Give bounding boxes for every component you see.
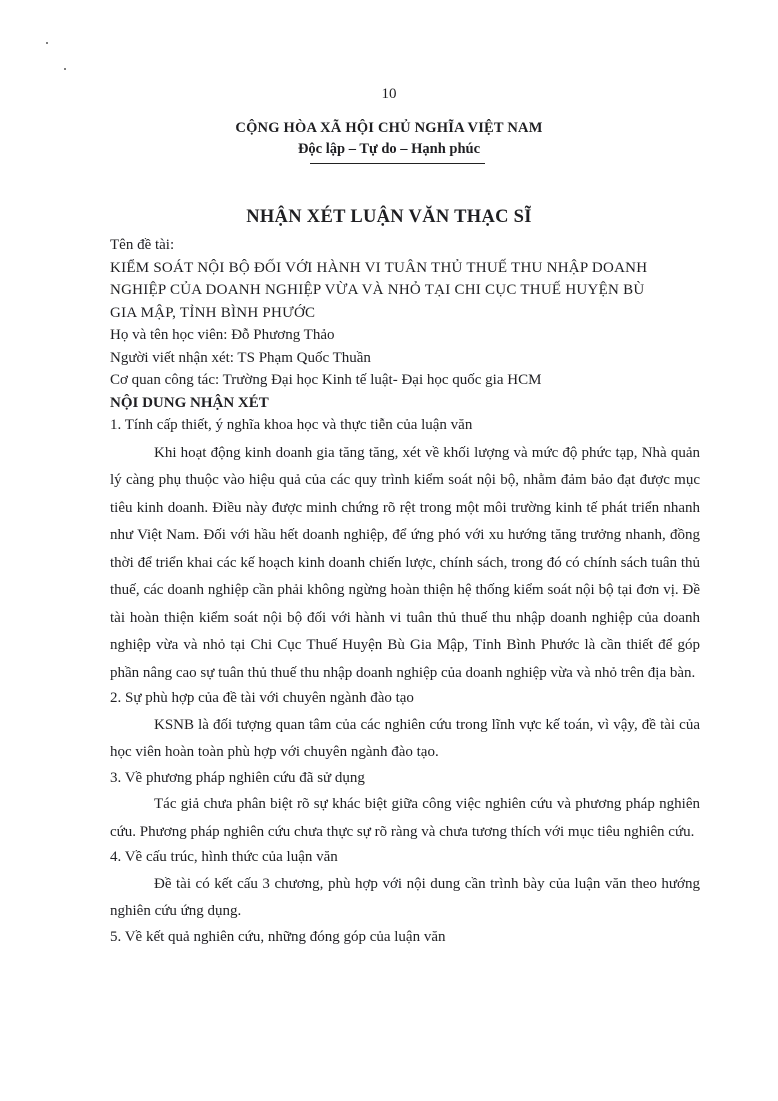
section-paragraph: Tác giả chưa phân biệt rõ sự khác biệt giữa công việc nghiên cứu và phương pháp nghiên cứu. Phương pháp nghiên cứu chưa thực sự rõ ràng và chưa tương thích với mục tiêu nghiên cứu.	[110, 796, 700, 840]
motto-underline	[310, 163, 485, 164]
content-heading: NỘI DUNG NHẬN XÉT	[110, 394, 269, 411]
section-paragraph: Khi hoạt động kinh doanh gia tăng tăng, xét về khối lượng và mức độ phức tạp, Nhà quản lý càng phụ thuộc vào hiệu quả của các quy trình kiểm soát nội bộ, nhằm đảm bảo đạt được mục tiêu kinh doanh. Điều này được minh chứng rõ rệt trong một môi trường kinh tế phát triển nhanh như Việt Nam. Đối với hầu hết doanh nghiệp, để ứng phó với xu hướng tăng trưởng nhanh, đồng thời để triển khai các kế hoạch kinh doanh chiến lược, chính sách, trong đó có chính sách tuân thủ thuế, các doanh nghiệp cần phải không ngừng hoàn thiện hệ thống kiểm soát nội bộ tại đơn vị. Đề tài hoàn thiện kiểm soát nội bộ đối với hành vi tuân thủ thuế thu nhập doanh nghiệp của doanh nghiệp vừa và nhỏ tại Chi Cục Thuế Huyện Bù Gia Mập, Tỉnh Bình Phước là cần thiết để góp phần nâng cao sự tuân thủ thuế thu nhập doanh nghiệp của doanh nghiệp vừa và nhỏ trên địa bàn.	[110, 444, 700, 681]
reviewer-workplace: Cơ quan công tác: Trường Đại học Kinh tế luật- Đại học quốc gia HCM	[110, 372, 542, 388]
national-header: CỘNG HÒA XÃ HỘI CHỦ NGHĨA VIỆT NAM	[235, 120, 543, 136]
document-title: NHẬN XÉT LUẬN VĂN THẠC SĨ	[246, 207, 532, 227]
section-paragraph: Đề tài có kết cấu 3 chương, phù hợp với nội dung cần trình bày của luận văn theo hướng nghiên cứu ứng dụng.	[110, 875, 700, 919]
reviewer-name: Người viết nhận xét: TS Phạm Quốc Thuần	[110, 349, 371, 366]
national-motto: Độc lập – Tự do – Hạnh phúc	[297, 141, 481, 157]
student-name: Họ và tên học viên: Đỗ Phương Thảo	[110, 327, 335, 343]
section-heading: 3. Về phương pháp nghiên cứu đã sử dụng	[110, 769, 365, 786]
page-number: 10	[381, 86, 397, 102]
section-heading: 1. Tính cấp thiết, ý nghĩa khoa học và thực tiễn của luận văn	[110, 417, 473, 433]
section-paragraph: KSNB là đối tượng quan tâm của các nghiên cứu trong lĩnh vực kế toán, vì vậy, đề tài của học viên hoàn toàn phù hợp với chuyên ngành đào tạo.	[110, 716, 700, 760]
section-heading: 5. Về kết quả nghiên cứu, những đóng góp của luận văn	[110, 928, 446, 945]
topic-label: Tên đề tài:	[110, 237, 175, 253]
scan-speck	[46, 42, 48, 44]
section-heading: 4. Về cấu trúc, hình thức của luận văn	[110, 849, 338, 865]
topic-line: KIỂM SOÁT NỘI BỘ ĐỐI VỚI HÀNH VI TUÂN THỦ THUẾ THU NHẬP DOANH	[110, 259, 648, 276]
topic-line: NGHIỆP CỦA DOANH NGHIỆP VỪA VÀ NHỎ TẠI CHI CỤC THUẾ HUYỆN BÙ	[110, 282, 645, 298]
topic-line: GIA MẬP, TỈNH BÌNH PHƯỚC	[110, 304, 316, 321]
scan-speck	[64, 68, 66, 70]
document-body	[110, 234, 700, 948]
section-heading: 2. Sự phù hợp của đề tài với chuyên ngành đào tạo	[110, 690, 414, 706]
